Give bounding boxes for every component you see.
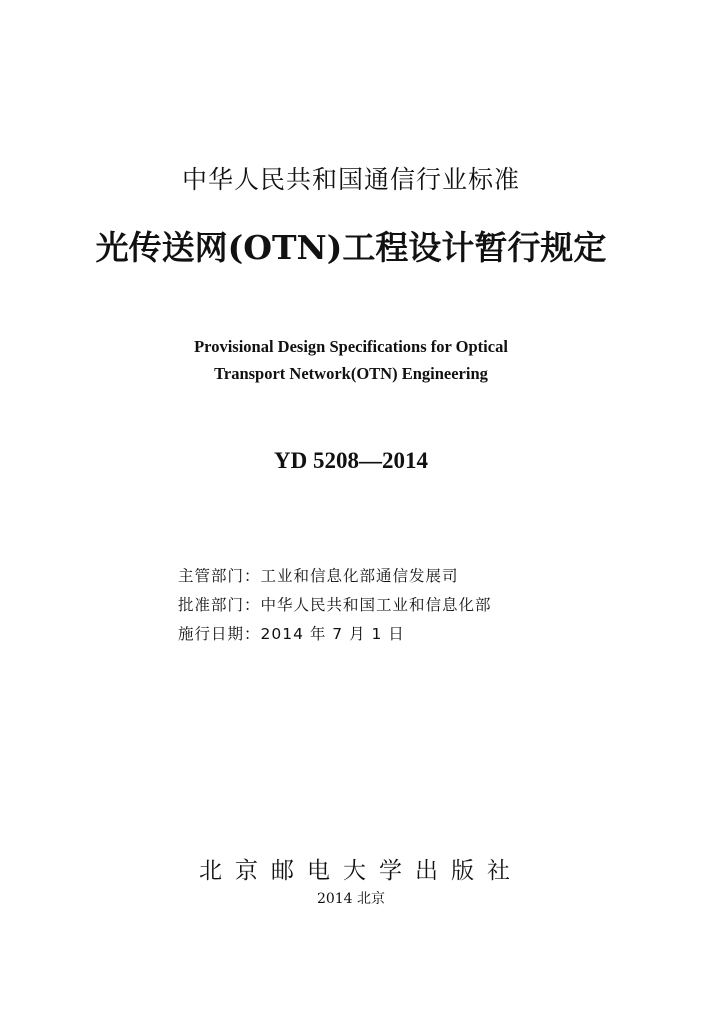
competent-department: 主管部门：工业和信息化部通信发展司: [178, 567, 459, 585]
publication-imprint: 2014 北京: [316, 891, 386, 907]
title-english-line-1: Provisional Design Specifications for Optical: [194, 337, 508, 356]
publisher-name: 北京邮电大学出版社: [199, 858, 523, 884]
title-chinese: 光传送网(OTN)工程设计暂行规定: [95, 228, 607, 267]
effective-date: 施行日期：2014 年 7 月 1 日: [178, 625, 405, 643]
title-english-line-2: Transport Network(OTN) Engineering: [214, 364, 488, 383]
approving-department: 批准部门：中华人民共和国工业和信息化部: [178, 596, 492, 614]
standard-series: 中华人民共和国通信行业标准: [181, 165, 520, 194]
standard-number: YD 5208—2014: [274, 448, 428, 473]
